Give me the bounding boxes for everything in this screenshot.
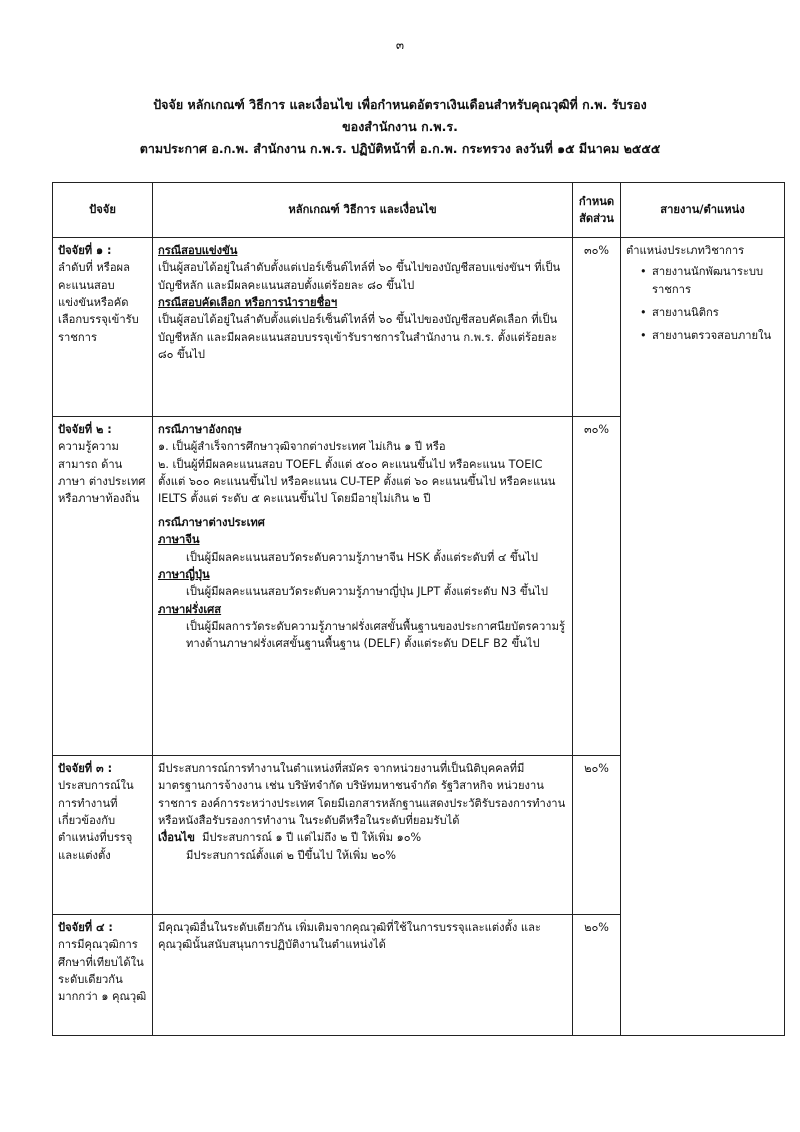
factor-cell	[53, 756, 153, 915]
ratio-cell: ๒๐%	[573, 915, 621, 1036]
ratio-cell: ๓๐%	[573, 238, 621, 417]
position-cell	[621, 238, 785, 1036]
criteria-cell	[153, 417, 573, 756]
case-title: กรณีภาษาอังกฤษ	[158, 423, 242, 436]
header-ratio: กำหนดสัดส่วน	[573, 183, 621, 238]
factor-title: ปัจจัยที่ ๔ :	[58, 921, 113, 934]
division-item: • สายงานนักพัฒนาระบบราชการ	[640, 263, 779, 298]
criteria-item: ๑. เป็นผู้สำเร็จการศึกษาวุฒิจากต่างประเทศ ไม่เกิน ๑ ปี หรือ	[158, 440, 446, 454]
case-title: กรณีภาษาต่างประเทศ	[158, 515, 265, 529]
condition-item: มีประสบการณ์ตั้งแต่ ๒ ปีขึ้นไป ให้เพิ่ม ๒๐%	[186, 848, 397, 862]
case-title: กรณีสอบคัดเลือก หรือการนำรายชื่อฯ	[158, 296, 338, 310]
criteria-text: มีคุณวุฒิอื่นในระดับเดียวกัน เพิ่มเติมจากคุณวุฒิที่ใช้ในการบรรจุและแต่งตั้ง และคุณวุฒินั้นสนับสนุนการปฏิบัติงานในตำแหน่งได้	[158, 921, 541, 952]
ratio-cell: ๒๐%	[573, 756, 621, 915]
document-title	[40, 94, 760, 160]
criteria-cell	[153, 915, 573, 1036]
title-line-1: ปัจจัย หลักเกณฑ์ วิธีการ และเงื่อนไข เพื่อกำหนดอัตราเงินเดือนสำหรับคุณวุฒิที่ ก.พ. รับรอง	[153, 97, 647, 112]
factor-description: ลำดับที่ หรือผลคะแนนสอบแข่งขันหรือคัดเลือกบรรจุเข้ารับราชการ	[58, 261, 139, 344]
table-row	[53, 238, 785, 417]
language-text: เป็นผู้มีผลคะแนนสอบวัดระดับความรู้ภาษาญี่ปุ่น JLPT ตั้งแต่ระดับ N3 ขึ้นไป	[186, 585, 548, 599]
criteria-cell	[153, 238, 573, 417]
title-line-3: ตามประกาศ อ.ก.พ. สำนักงาน ก.พ.ร. ปฏิบัติหน้าที่ อ.ก.พ. กระทรวง ลงวันที่ ๑๕ มีนาคม ๒๕๕๕	[139, 140, 661, 156]
table-header-row	[53, 183, 785, 238]
case-text: เป็นผู้สอบได้อยู่ในลำดับตั้งแต่เปอร์เซ็นต์ไทล์ที่ ๖๐ ขึ้นไปของบัญชีสอบคัดเลือก ที่เป็นบัญชีหลัก และมีผลคะแนนสอบบรรจุเข้ารับราชการในสำนักงาน ก.พ.ร. ตั้งแต่ร้อยละ ๘๐ ขึ้นไป	[158, 313, 558, 362]
header-factor: ปัจจัย	[53, 183, 153, 238]
language-title: ภาษาฝรั่งเศส	[158, 602, 222, 616]
language-text: เป็นผู้มีผลคะแนนสอบวัดระดับความรู้ภาษาจีน HSK ตั้งแต่ระดับที่ ๔ ขึ้นไป	[186, 550, 538, 564]
factor-title: ปัจจัยที่ ๓ :	[58, 762, 113, 775]
criteria-cell	[153, 756, 573, 915]
factor-cell	[53, 417, 153, 756]
header-position: สายงาน/ตำแหน่ง	[621, 183, 785, 238]
page-number: ๓	[395, 38, 405, 52]
factor-cell	[53, 238, 153, 417]
division-item: • สายงานตรวจสอบภายใน	[640, 327, 779, 344]
condition-item: มีประสบการณ์ ๑ ปี แต่ไม่ถึง ๒ ปี ให้เพิ่ม ๑๐%	[202, 831, 422, 845]
criteria-table	[52, 182, 785, 1036]
criteria-text: มีประสบการณ์การทำงานในตำแหน่งที่สมัคร จากหน่วยงานที่เป็นนิติบุคคลที่มีมาตรฐานการจ้างงาน เช่น บริษัทจำกัด บริษัทมหาชนจำกัด รัฐวิสาหกิจ หน่วยงานราชการ องค์การระหว่างประเทศ โดยมีเอกสารหลักฐานแสดงประวัติรับรองการทำงาน หรือหนังสือรับรองการทำงาน ในระดับดีหรือในระดับที่ยอมรับได้	[158, 762, 566, 828]
language-title: ภาษาจีน	[158, 533, 200, 547]
ratio-cell: ๓๐%	[573, 417, 621, 756]
header-criteria: หลักเกณฑ์ วิธีการ และเงื่อนไข	[153, 183, 573, 238]
criteria-item: ๒. เป็นผู้ที่มีผลคะแนนสอบ TOEFL ตั้งแต่ ๕๐๐ คะแนนขึ้นไป หรือคะแนน TOEIC ตั้งแต่ ๖๐๐ คะแนนขึ้นไป หรือคะแนน CU-TEP ตั้งแต่ ๖๐ คะแนนขึ้นไป หรือคะแนน IELTS ตั้งแต่ ระดับ ๕ คะแนนขึ้นไป โดยมีอายุไม่เกิน ๒ ปี	[158, 457, 556, 506]
case-text: เป็นผู้สอบได้อยู่ในลำดับตั้งแต่เปอร์เซ็นต์ไทล์ที่ ๖๐ ขึ้นไปของบัญชีสอบแข่งขันฯ ที่เป็นบัญชีหลัก และมีผลคะแนนสอบตั้งแต่ร้อยละ ๘๐ ขึ้นไป	[158, 261, 561, 292]
division-list	[626, 263, 779, 344]
factor-description: การมีคุณวุฒิการศึกษาที่เทียบได้ในระดับเดียวกันมากกว่า ๑ คุณวุฒิ	[58, 938, 147, 1004]
language-title: ภาษาญี่ปุ่น	[158, 567, 210, 581]
case-title: กรณีสอบแข่งขัน	[158, 244, 238, 257]
position-intro: ตำแหน่งประเภทวิชาการ	[626, 244, 745, 257]
factor-description: ประสบการณ์ในการทำงานที่เกี่ยวข้องกับตำแหน่งที่บรรจุและแต่งตั้ง	[58, 779, 134, 862]
factor-cell	[53, 915, 153, 1036]
condition-label: เงื่อนไข	[158, 831, 195, 845]
factor-description: ความรู้ความสามารถ ด้านภาษา ต่างประเทศหรือภาษาท้องถิ่น	[58, 440, 146, 506]
title-line-2: ของสำนักงาน ก.พ.ร.	[342, 118, 458, 134]
division-item: • สายงานนิติกร	[640, 304, 779, 321]
factor-title: ปัจจัยที่ ๒ :	[58, 423, 112, 436]
factor-title: ปัจจัยที่ ๑ :	[58, 244, 112, 257]
language-text: เป็นผู้มีผลการวัดระดับความรู้ภาษาฝรั่งเศสขั้นพื้นฐานของประกาศนียบัตรความรู้ทางด้านภาษาฝรั่งเศสขั้นฐานพื้นฐาน (DELF) ตั้งแต่ระดับ DELF B2 ขึ้นไป	[186, 619, 565, 651]
